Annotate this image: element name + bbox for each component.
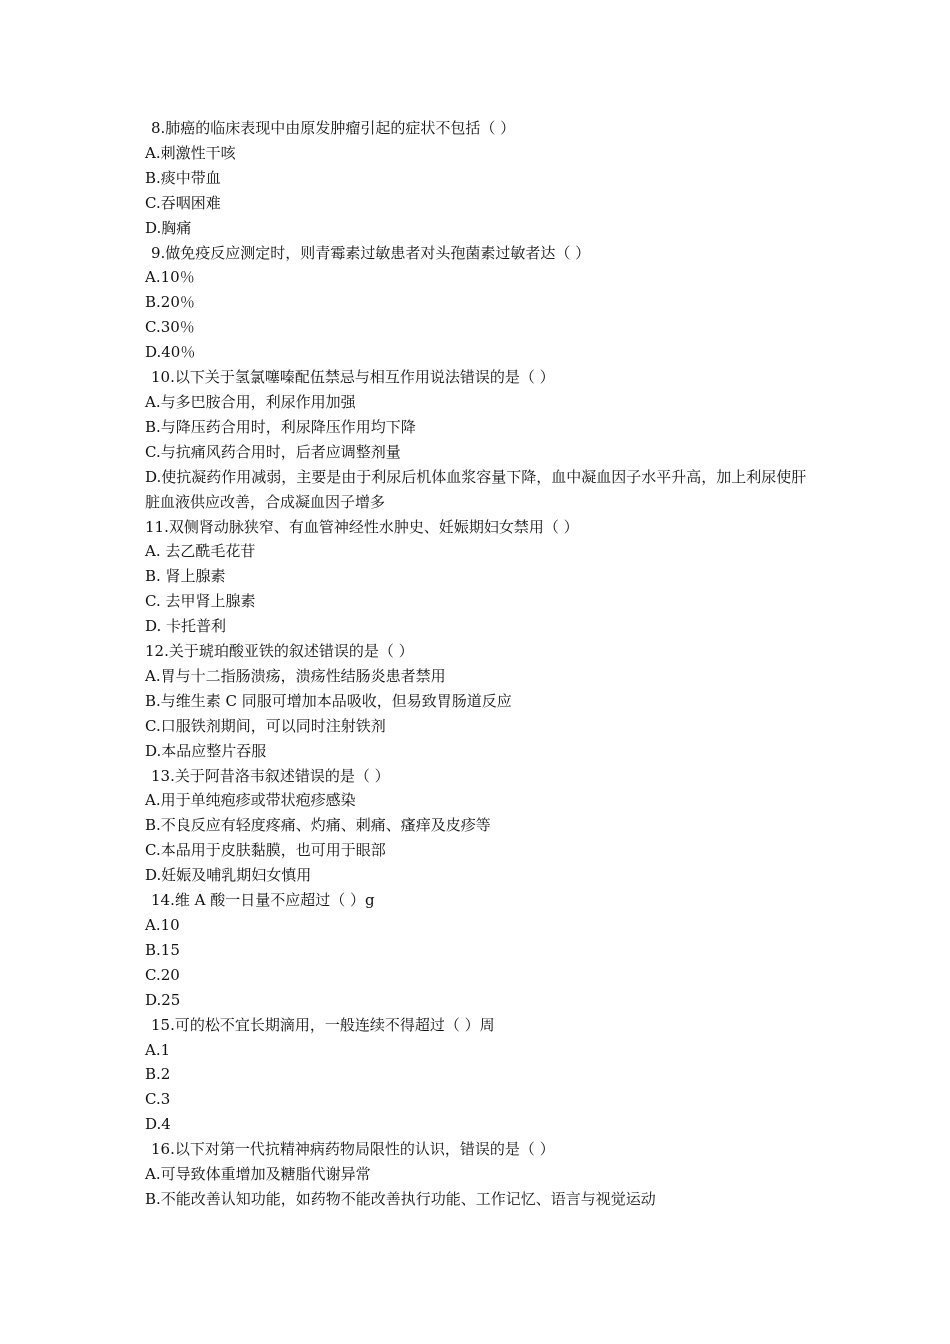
- question-16-stem: 16.以下对第一代抗精神病药物局限性的认识，错误的是（ ）: [151, 1140, 555, 1159]
- question-12-stem: 12.关于琥珀酸亚铁的叙述错误的是（ ）: [145, 642, 414, 661]
- question-9-stem: 9.做免疫反应测定时，则青霉素过敏患者对头孢菌素过敏者达（ ）: [151, 243, 591, 262]
- question-11-option-d: D. 卡托普利: [145, 617, 227, 636]
- question-10-option-b: B.与降压药合用时，利尿降压作用均下降: [145, 417, 416, 436]
- question-12-option-a: A.胃与十二指肠溃疡，溃疡性结肠炎患者禁用: [145, 666, 446, 685]
- question-16-option-a: A.可导致体重增加及糖脂代谢异常: [145, 1165, 371, 1184]
- question-13-option-a: A.用于单纯疱疹或带状疱疹感染: [145, 791, 356, 810]
- question-8-stem: 8.肺癌的临床表现中由原发肿瘤引起的症状不包括（ ）: [151, 119, 516, 137]
- question-14-option-c: C.20: [145, 965, 180, 984]
- question-9-option-b: B.20％: [145, 293, 195, 312]
- question-8-option-d: D.胸痛: [145, 218, 192, 237]
- question-12-option-b: B.与维生素 C 同服可增加本品吸收，但易致胃肠道反应: [145, 691, 512, 710]
- question-15-option-a: A.1: [145, 1040, 171, 1059]
- question-8-option-a: A.刺激性干咳: [145, 143, 236, 162]
- question-9-option-d: D.40％: [145, 343, 196, 362]
- question-10-stem: 10.以下关于氢氯噻嗪配伍禁忌与相互作用说法错误的是（ ）: [151, 368, 555, 387]
- question-13-option-c: C.本品用于皮肤黏膜，也可用于眼部: [145, 841, 386, 860]
- question-15-option-d: D.4: [145, 1115, 171, 1134]
- question-10-option-a: A.与多巴胺合用，利尿作用加强: [145, 392, 356, 411]
- question-13-stem: 13.关于阿昔洛韦叙述错误的是（ ）: [151, 766, 390, 785]
- question-16-option-b: B.不能改善认知功能，如药物不能改善执行功能、工作记忆、语言与视觉运动: [145, 1189, 656, 1208]
- question-8-option-b: B.痰中带血: [145, 168, 221, 187]
- question-12-option-d: D.本品应整片吞服: [145, 741, 267, 760]
- question-9-option-a: A.10％: [145, 268, 195, 287]
- question-14-option-d: D.25: [145, 990, 181, 1009]
- question-8-option-c: C.吞咽困难: [145, 193, 221, 212]
- question-11-option-a: A. 去乙酰毛花苷: [145, 542, 256, 561]
- question-11-option-b: B. 肾上腺素: [145, 567, 226, 586]
- question-11-option-c: C. 去甲肾上腺素: [145, 592, 256, 611]
- question-9-option-c: C.30％: [145, 318, 195, 337]
- question-15-stem: 15.可的松不宜长期滴用，一般连续不得超过（ ）周: [151, 1015, 495, 1034]
- question-14-option-a: A.10: [145, 916, 180, 934]
- question-14-option-b: B.15: [145, 940, 180, 959]
- question-14-stem: 14.维 A 酸一日量不应超过（ ）g: [151, 891, 375, 910]
- question-list: [145, 116, 815, 1212]
- question-15-option-b: B.2: [145, 1065, 171, 1084]
- question-12-option-c: C.口服铁剂期间，可以同时注射铁剂: [145, 716, 386, 735]
- question-15-option-c: C.3: [145, 1090, 171, 1109]
- question-10-option-d: D.使抗凝药作用减弱，主要是由于利尿后机体血浆容量下降，血中凝血因子水平升高，加上利尿使肝脏血液供应改善，合成凝血因子增多: [145, 467, 807, 511]
- question-11-stem: 11.双侧肾动脉狭窄、有血管神经性水肿史、妊娠期妇女禁用（ ）: [145, 517, 579, 536]
- question-13-option-d: D.妊娠及哺乳期妇女慎用: [145, 866, 312, 885]
- question-13-option-b: B.不良反应有轻度疼痛、灼痛、刺痛、瘙痒及皮疹等: [145, 816, 491, 835]
- question-10-option-c: C.与抗痛风药合用时，后者应调整剂量: [145, 442, 401, 461]
